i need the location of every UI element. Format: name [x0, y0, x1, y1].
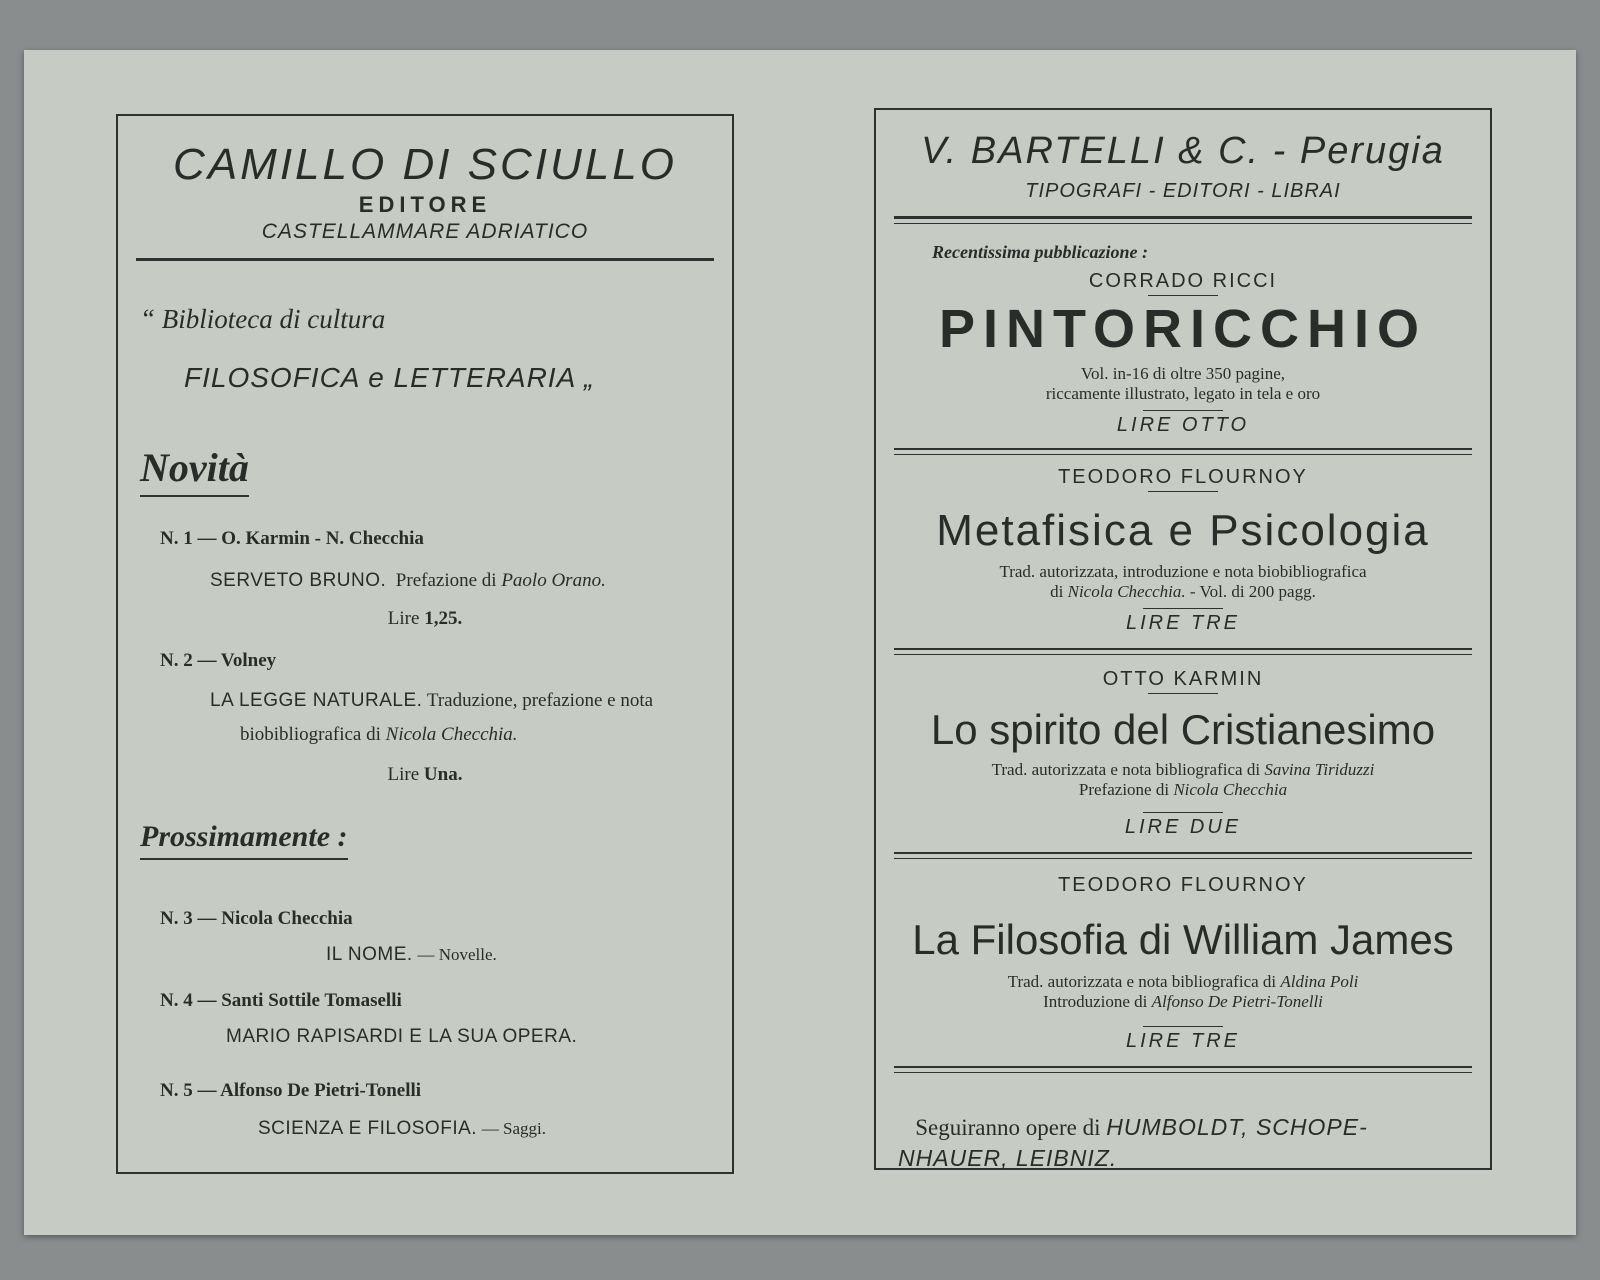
book-1-desc-line1: Vol. in-16 di oltre 350 pagine, [1080, 364, 1286, 383]
entry-1-pref-name: Paolo Orano. [501, 570, 606, 591]
entry-1-title: SERVETO BRUNO. [210, 570, 387, 591]
book-4-separator [894, 1066, 1472, 1073]
book-1-desc-line2: riccamente illustrato, legato in tela e oro [1045, 384, 1321, 403]
book-3-author-text: OTTO KARMIN [1102, 668, 1264, 690]
entry-2-price-value: Una. [423, 764, 463, 785]
entry-2-desc2-name: Nicola Checchia. [385, 724, 518, 745]
entry-1-price-value: 1,25. [424, 608, 463, 629]
header-rule [136, 258, 714, 261]
book-2-author [876, 466, 1490, 492]
book-4-desc2-pre: Introduzione di [1043, 992, 1148, 1011]
entry-1-head: N. 1 — O. Karmin - N. Checchia [160, 528, 424, 549]
book-3-desc-line1 [876, 760, 1490, 780]
entry-5-head: N. 5 — Alfonso De Pietri-Tonelli [160, 1080, 422, 1101]
book-3-desc2-pre: Prefazione di [1078, 780, 1170, 799]
book-3-price-text: LIRE DUE [1124, 816, 1242, 838]
book-3-price-rule [1143, 812, 1223, 813]
book-4-price [876, 1026, 1490, 1053]
book-1-price-text: LIRE OTTO [1116, 414, 1250, 436]
entry-4-head: N. 4 — Santi Sottile Tomaselli [160, 990, 402, 1011]
book-3-author [876, 668, 1490, 694]
forthcoming-works-note [898, 1112, 1472, 1174]
book-2-author-text: TEODORO FLOURNOY [1058, 466, 1308, 488]
book-1-author-text: CORRADO RICCI [1088, 270, 1278, 292]
book-1-author-rule [1148, 295, 1218, 296]
right-header-rule [894, 216, 1472, 224]
book-2-desc2-name: Nicola Checchia. [1067, 582, 1186, 601]
book-4-author-text: TEODORO FLOURNOY [1058, 874, 1308, 896]
entry-1-price-label: Lire [387, 608, 420, 629]
book-1-desc [876, 364, 1490, 404]
entry-3-head: N. 3 — Nicola Checchia [160, 908, 353, 929]
series-title-line1: “ Biblioteca di cultura [140, 304, 386, 334]
book-2-price-rule [1143, 608, 1223, 609]
entry-5-title: SCIENZA E FILOSOFIA. [258, 1118, 478, 1139]
book-3-title: Lo spirito del Cristianesimo [930, 706, 1436, 753]
entry-5-title-line [258, 1118, 546, 1140]
entry-2-title: LA LEGGE NATURALE. [210, 690, 423, 711]
recent-publication-label: Recentissima pubblicazione : [932, 242, 1148, 262]
entry-1-title-line [210, 570, 606, 592]
novita-underline [140, 495, 249, 497]
entry-5-note: — Saggi. [481, 1119, 547, 1138]
novita-heading [140, 444, 249, 497]
series-title-line2: FILOSOFICA e LETTERARIA „ [184, 362, 595, 393]
book-4-desc2-name: Alfonso De Pietri-Tonelli [1151, 992, 1323, 1011]
book-4-desc-line1 [876, 972, 1490, 992]
entry-2-title-line [210, 690, 653, 712]
book-2-desc [876, 562, 1490, 602]
right-publisher-subtitle: TIPOGRAFI - EDITORI - LIBRAI [1025, 180, 1341, 202]
book-4-desc1-pre: Trad. autorizzata e nota bibliografica di [1007, 972, 1277, 991]
book-2-separator [894, 648, 1472, 655]
book-2-desc-line1: Trad. autorizzata, introduzione e nota biobibliografica [999, 562, 1367, 581]
entry-2-desc-line2 [240, 724, 518, 746]
prossimamente-heading [140, 820, 348, 860]
book-2-desc-line2 [876, 582, 1490, 602]
entry-2-desc: Traduzione, prefazione e nota [426, 690, 654, 711]
publisher-city: CASTELLAMMARE ADRIATICO [261, 220, 589, 243]
forthcoming-names-line2: NHAUER, LEIBNIZ. [898, 1145, 1118, 1171]
entry-1-pref-label: Prefazione di [395, 570, 497, 591]
book-3-desc2-name: Nicola Checchia [1173, 780, 1288, 799]
book-4-author [876, 874, 1490, 897]
book-4-title: La Filosofia di William James [912, 916, 1454, 963]
right-publisher-name: V. BARTELLI & C. - Perugia [921, 130, 1445, 172]
flyer-sheet [24, 50, 1576, 1235]
entry-2-price [118, 764, 732, 786]
prossimamente-heading-text: Prossimamente : [140, 820, 348, 853]
prossimamente-underline [140, 858, 348, 860]
entry-3-title: IL NOME. [326, 944, 413, 965]
right-advert-panel [874, 108, 1492, 1170]
entry-2-head: N. 2 — Volney [160, 650, 277, 671]
book-2-desc2-pre: di [1050, 582, 1064, 601]
entry-2-desc2-label: biobibliografica di [240, 724, 381, 745]
book-2-title: Metafisica e Psicologia [936, 506, 1430, 555]
left-advert-panel [116, 114, 734, 1174]
book-4-price-text: LIRE TRE [1125, 1030, 1241, 1052]
book-2-price-text: LIRE TRE [1125, 612, 1241, 634]
book-1-author [876, 270, 1490, 296]
forthcoming-pre: Seguiranno opere di [915, 1115, 1101, 1140]
publisher-name: CAMILLO DI SCIULLO [173, 140, 677, 189]
book-3-author-rule [1148, 693, 1218, 694]
forthcoming-names-line1: HUMBOLDT, SCHOPE- [1106, 1114, 1368, 1140]
book-4-price-rule [1143, 1026, 1223, 1027]
entry-3-title-line [326, 944, 497, 966]
book-3-price [876, 812, 1490, 839]
book-3-desc1-name: Savina Tiriduzzi [1264, 760, 1375, 779]
book-1-price-rule [1143, 410, 1223, 411]
book-3-desc1-pre: Trad. autorizzata e nota bibliografica di [991, 760, 1261, 779]
novita-heading-text: Novità [140, 445, 249, 490]
entry-1-price [118, 608, 732, 630]
book-1-title: PINTORICCHIO [938, 299, 1428, 359]
book-4-desc [876, 972, 1490, 1012]
book-3-separator [894, 852, 1472, 859]
entry-4-title: MARIO RAPISARDI E LA SUA OPERA. [226, 1026, 578, 1047]
book-2-author-rule [1148, 491, 1218, 492]
book-3-desc-line2 [876, 780, 1490, 800]
book-4-desc1-name: Aldina Poli [1280, 972, 1359, 991]
entry-4-title-line [226, 1026, 577, 1048]
publisher-role: EDITORE [358, 192, 492, 217]
book-3-desc [876, 760, 1490, 800]
book-2-price [876, 608, 1490, 635]
book-4-desc-line2 [876, 992, 1490, 1012]
entry-2-price-label: Lire [387, 764, 420, 785]
book-1-price [876, 410, 1490, 437]
entry-3-note: — Novelle. [417, 945, 497, 964]
book-2-desc2-post: - Vol. di 200 pagg. [1189, 582, 1316, 601]
book-1-separator [894, 448, 1472, 455]
